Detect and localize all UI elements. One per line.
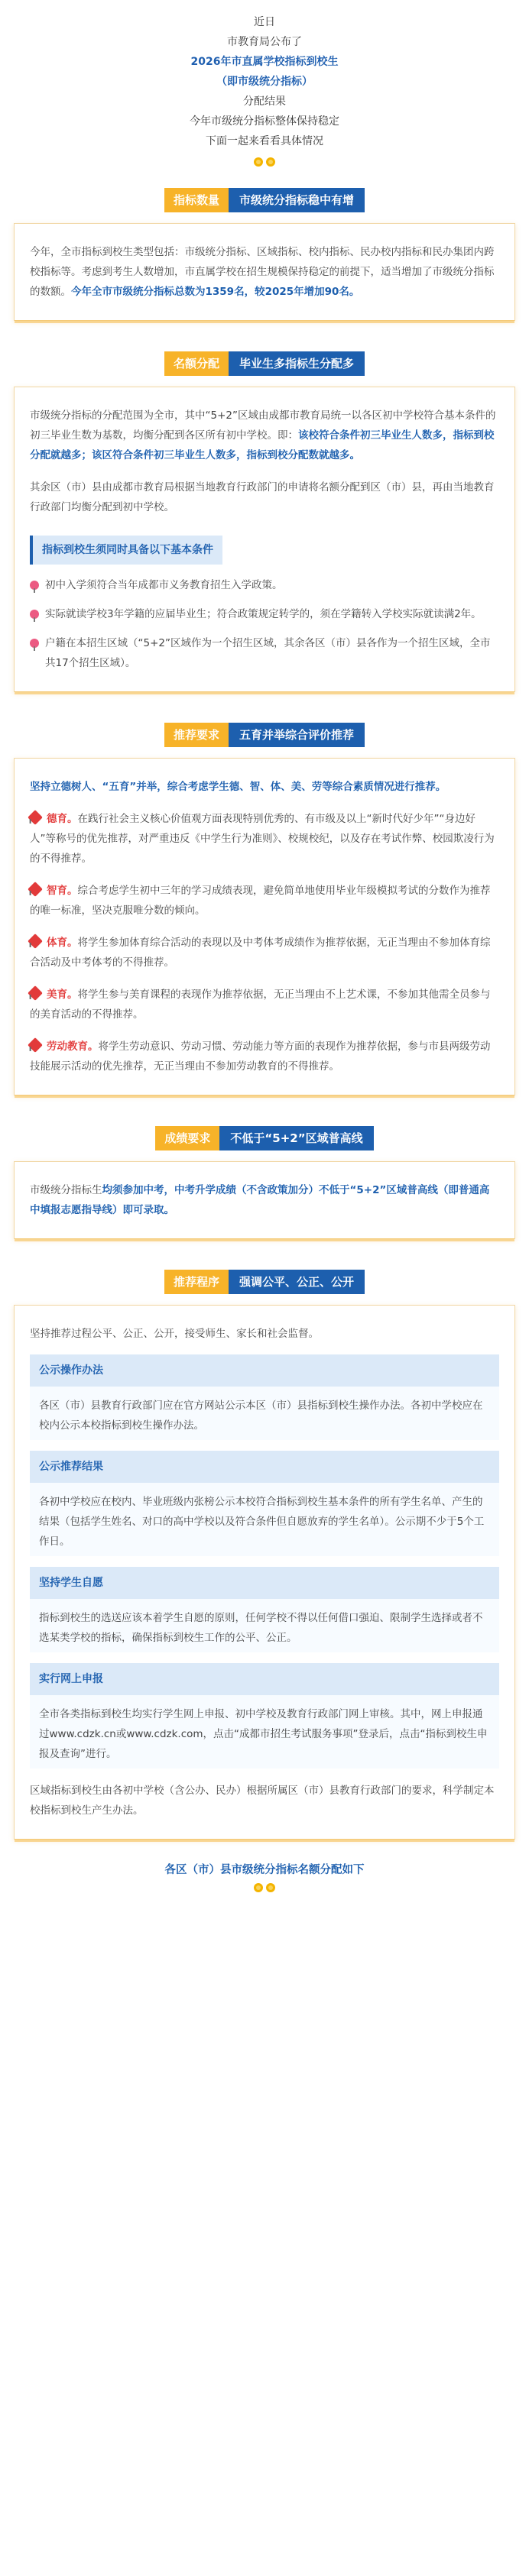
intro-line-3: 2026年市直属学校指标到校生 bbox=[190, 56, 339, 68]
box-body: 各初中学校应在校内、毕业班级内张榜公示本校符合指标到校生基本条件的所有学生名单、产生的结果（包括学生姓名、对口的高中学校以及符合条件但自愿放弃的学生名单）。公示期不少于5个工作日。 bbox=[30, 1483, 499, 1556]
box-body: 全市各类指标到校生均实行学生网上申报、初中学校及教育行政部门网上审核。其中，网上申报通过www.cdzk.cn或www.cdzk.com，点击“成都市招生考试服务事项”登录后，点击“指标到校生申报及查询”进行。 bbox=[30, 1695, 499, 1769]
box-heading: 公示推荐结果 bbox=[30, 1451, 499, 1483]
section-card-allocation bbox=[14, 387, 515, 692]
aesthetic-item bbox=[30, 985, 499, 1024]
item-text: 将学生劳动意识、劳动习惯、劳动能力等方面的表现作为推荐依据，参与市县两级劳动技能展示活动的优先推荐，无正当理由不参加劳动教育的不得推荐。 bbox=[30, 1040, 491, 1073]
item-name: 体育。 bbox=[47, 937, 78, 949]
pushpin-icon bbox=[28, 1037, 43, 1053]
intro-line-4: （即市级统分指标） bbox=[216, 76, 313, 88]
body-text: 市级统分指标生 bbox=[30, 1184, 102, 1196]
section-tag: 推荐程序 bbox=[164, 1270, 229, 1294]
section-title: 不低于“5+2”区域普高线 bbox=[219, 1126, 373, 1150]
moral-item bbox=[30, 809, 499, 869]
section-card-procedure bbox=[14, 1305, 515, 1840]
dot-icon bbox=[254, 1883, 263, 1892]
item-name: 美育。 bbox=[47, 989, 78, 1001]
box-body: 各区（市）县教育行政部门应在官方网站公示本区（市）县指标到校生操作办法。各初中学校应在校内公示本校指标到校生操作办法。 bbox=[30, 1387, 499, 1440]
list-item-text: 户籍在本招生区域（“5+2”区域作为一个招生区域，其余各区（市）县各作为一个招生区域，全市共17个招生区域）。 bbox=[45, 637, 491, 669]
list-item bbox=[30, 575, 499, 595]
highlight-text: 该校符合条件初三毕业生人数多，指标到校分配就越多；该区符合条件初三毕业生人数多，指标到校分配数就越多。 bbox=[30, 429, 495, 461]
item-text: 将学生参与美育课程的表现作为推荐依据，无正当理由不上艺术课，不参加其他需全员参与的美育活动的不得推荐。 bbox=[30, 989, 491, 1021]
box-heading: 坚持学生自愿 bbox=[30, 1567, 499, 1599]
section-tag: 名额分配 bbox=[164, 351, 229, 376]
section-title: 毕业生多指标生分配多 bbox=[229, 351, 365, 376]
intro-line-6: 今年市级统分指标整体保持稳定 bbox=[190, 115, 339, 128]
item-name: 智育。 bbox=[47, 885, 78, 897]
item-text: 将学生参加体育综合活动的表现以及中考体考成绩作为推荐依据，无正当理由不参加体育综合活动及中考体考的不得推荐。 bbox=[30, 937, 491, 969]
intro-dots bbox=[0, 157, 529, 167]
list-item bbox=[30, 604, 499, 624]
dot-icon bbox=[266, 157, 275, 167]
box-body: 指标到校生的选送应该本着学生自愿的原则，任何学校不得以任何借口强迫、限制学生选择或者不选某类学校的指标，确保指标到校生工作的公平、公正。 bbox=[30, 1599, 499, 1652]
footer-dots bbox=[0, 1883, 529, 1892]
box-heading: 公示操作办法 bbox=[30, 1354, 499, 1387]
pushpin-icon bbox=[28, 985, 43, 1001]
section-title: 市级统分指标稳中有增 bbox=[229, 188, 365, 212]
item-text: 综合考虑学生初中三年的学习成绩表现，避免简单地使用毕业年级模拟考试的分数作为推荐的唯一标准，坚决克服唯分数的倾向。 bbox=[30, 885, 491, 917]
section-heading-procedure bbox=[0, 1270, 529, 1294]
conditions-subhead: 指标到校生须同时具备以下基本条件 bbox=[30, 536, 222, 565]
physical-item bbox=[30, 933, 499, 972]
item-name: 劳动教育。 bbox=[47, 1040, 99, 1053]
intro-line-5: 分配结果 bbox=[243, 95, 286, 108]
intro-line-2: 市教育局公布了 bbox=[227, 36, 302, 48]
section-heading-quantity bbox=[0, 188, 529, 212]
item-text: 在践行社会主义核心价值观方面表现特别优秀的、有市级及以上“新时代好少年”“身边好人”等称号的优先推荐，对严重违反《中学生行为准则》、校规校纪，以及存在考试作弊、校园欺凌行为的不得推荐。 bbox=[30, 813, 495, 865]
footer bbox=[0, 1861, 529, 1892]
lead-text: 坚持立德树人、“五育”并举，综合考虑学生德、智、体、美、劳等综合素质情况进行推荐。 bbox=[30, 781, 446, 793]
pin-icon bbox=[30, 639, 39, 648]
closing-text: 区域指标到校生由各初中学校（含公办、民办）根据所属区（市）县教育行政部门的要求，科学制定本校指标到校生产生办法。 bbox=[30, 1785, 495, 1817]
intellect-item bbox=[30, 881, 499, 921]
section-tag: 推荐要求 bbox=[164, 723, 229, 747]
paragraph bbox=[30, 1180, 499, 1220]
section-heading-recommendation bbox=[0, 723, 529, 747]
intro-block bbox=[0, 0, 529, 167]
paragraph bbox=[30, 406, 499, 465]
list-item-text: 初中入学须符合当年成都市义务教育招生入学政策。 bbox=[45, 579, 283, 591]
paragraph bbox=[30, 242, 499, 302]
highlight-text: 均须参加中考，中考升学成绩（不含政策加分）不低于“5+2”区域普高线（即普通高中填报志愿指导线）即可录取。 bbox=[30, 1184, 490, 1216]
section-title: 强调公平、公正、公开 bbox=[229, 1270, 365, 1294]
intro-line-1: 近日 bbox=[254, 16, 275, 28]
body-text: 今年，全市指标到校生类型包括：市级统分指标、区域指标、校内指标、民办校内指标和民办集团内跨校指标等。考虑到考生人数增加，市直属学校在招生规模保持稳定的前提下，适当增加了市级统分指标的数额。 bbox=[30, 246, 495, 298]
list-item bbox=[30, 633, 499, 673]
section-heading-score bbox=[0, 1126, 529, 1150]
intro-line-7: 下面一起来看看具体情况 bbox=[206, 135, 323, 147]
lead-text: 坚持推荐过程公平、公正、公开，接受师生、家长和社会监督。 bbox=[30, 1328, 319, 1340]
highlight-text: 今年全市市级统分指标总数为1359名，较2025年增加90名。 bbox=[71, 286, 360, 298]
section-card-score bbox=[14, 1161, 515, 1239]
section-tag: 指标数量 bbox=[164, 188, 229, 212]
pin-icon bbox=[30, 581, 39, 590]
footer-text: 各区（市）县市级统分指标名额分配如下 bbox=[164, 1864, 365, 1876]
dot-icon bbox=[266, 1883, 275, 1892]
section-card-quantity bbox=[14, 223, 515, 321]
pushpin-icon bbox=[28, 934, 43, 949]
section-title: 五育并举综合评价推荐 bbox=[229, 723, 365, 747]
pushpin-icon bbox=[28, 882, 43, 897]
box-heading: 实行网上申报 bbox=[30, 1663, 499, 1695]
pushpin-icon bbox=[28, 810, 43, 825]
labor-item bbox=[30, 1037, 499, 1076]
list-item-text: 实际就读学校3年学籍的应届毕业生；符合政策规定转学的，须在学籍转入学校实际就读满2年。 bbox=[45, 608, 482, 620]
section-heading-allocation bbox=[0, 351, 529, 376]
pin-icon bbox=[30, 610, 39, 619]
item-name: 德育。 bbox=[47, 813, 78, 825]
dot-icon bbox=[254, 157, 263, 167]
section-card-recommendation bbox=[14, 758, 515, 1095]
section-tag: 成绩要求 bbox=[155, 1126, 219, 1150]
paragraph: 其余区（市）县由成都市教育局根据当地教育行政部门的申请将名额分配到区（市）县，再由当地教育行政部门均衡分配到初中学校。 bbox=[30, 481, 495, 513]
conditions-list bbox=[30, 575, 499, 673]
body-text: 市级统分指标的分配范围为全市，其中“5+2”区域由成都市教育局统一以各区初中学校符合基本条件的初三毕业生数为基数，均衡分配到各区所有初中学校。即： bbox=[30, 409, 496, 442]
